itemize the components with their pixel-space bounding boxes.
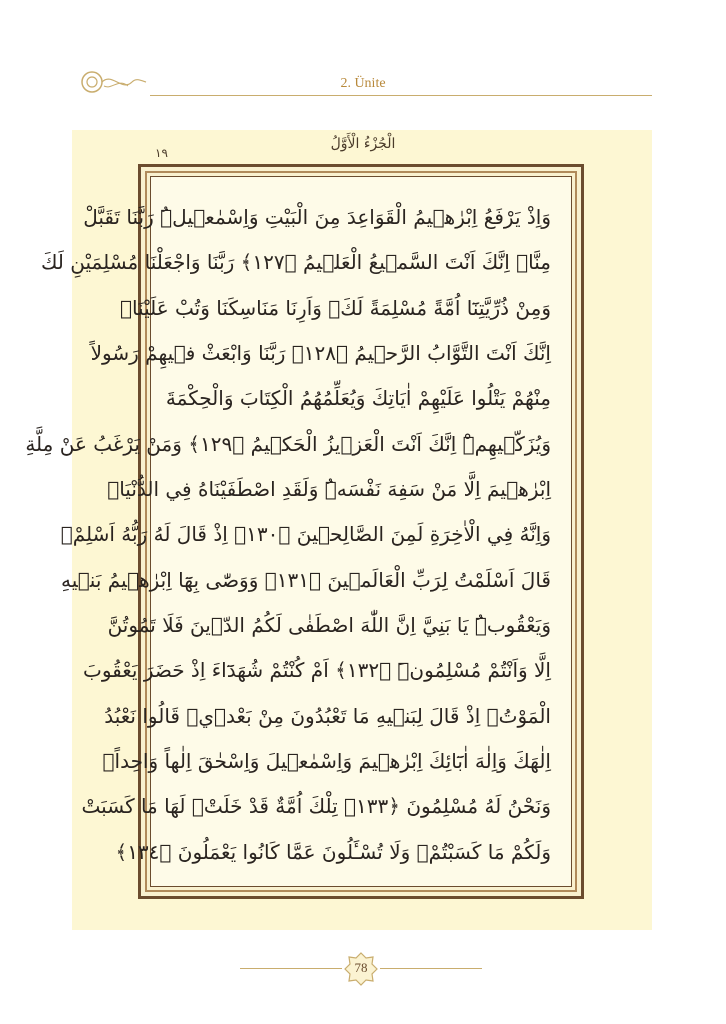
footer-rule-right — [380, 968, 482, 969]
verse-line: وَيُزَكّ۪يهِمْۜ اِنَّكَ اَنْتَ الْعَز۪يزُ الْحَك۪يمُ ﴿١٢٩﴾ وَمَنْ يَرْغَبُ عَنْ مِلَّةِ — [25, 431, 551, 456]
verse-line: الْمَوْتُۙ اِذْ قَالَ لِبَن۪يهِ مَا تَعْبُدُونَ مِنْ بَعْد۪يۜ قَالُوا نَعْبُدُ — [104, 703, 551, 728]
juz-title: الْجُزْءُ الْأَوَّلُ — [330, 136, 396, 152]
verse-line: قَالَ اَسْلَمْتُ لِرَبِّ الْعَالَم۪ينَ ﴿١٣١﴾ وَوَصّٰى بِهَٓا اِبْرٰه۪يمُ بَن۪يهِ — [61, 567, 551, 592]
header-rule — [150, 95, 652, 96]
verse-line: وَيَعْقُوبُۜ يَا بَنِيَّ اِنَّ اللّٰهَ اصْطَفٰى لَكُمُ الدّ۪ينَ فَلَا تَمُوتُنَّ — [107, 613, 551, 638]
verse-line: مِنْهُمْ يَتْلُوا عَلَيْهِمْ اٰيَاتِكَ وَيُعَلِّمُهُمُ الْكِتَابَ وَالْحِكْمَةَ — [165, 386, 551, 411]
verse-line: اِلٰهَكَ وَاِلٰهَ اٰبَٓائِكَ اِبْرٰه۪يمَ وَاِسْمٰع۪يلَ وَاِسْحٰقَ اِلٰهاً وَاحِداًۚ — [102, 749, 551, 774]
page-number: 78 — [354, 960, 368, 975]
verse-line: اِبْرٰه۪يمَ اِلَّا مَنْ سَفِهَ نَفْسَهُۜ وَلَقَدِ اصْطَفَيْنَاهُ فِي الدُّنْيَاۚ — [107, 477, 551, 502]
frame-inner-border — [25, 176, 572, 887]
verse-line: اِنَّكَ اَنْتَ التَّوَّابُ الرَّح۪يمُ ﴿١٢٨﴾ رَبَّنَا وَابْعَثْ ف۪يهِمْ رَسُولاً — [90, 341, 551, 366]
verse-frame — [25, 164, 584, 899]
unit-title: 2. Ünite — [340, 76, 386, 91]
verse-line: وَلَكُمْ مَا كَسَبْتُمْۚ وَلَا تُسْـَٔلُونَ عَمَّا كَانُوا يَعْمَلُونَ ﴿١٣٤﴾ — [115, 839, 551, 864]
verse-line: وَنَحْنُ لَهُ مُسْلِمُونَ ﴿١٣٣﴾ تِلْكَ اُمَّةٌ قَدْ خَلَتْۚ لَهَا مَا كَسَبَتْ — [81, 794, 551, 819]
verse-line: اِلَّا وَاَنْتُمْ مُسْلِمُونَۜ ﴿١٣٢﴾ اَمْ كُنْتُمْ شُهَدَٓاءَ اِذْ حَضَرَ يَعْقُوبَ — [82, 658, 551, 683]
verse-line: وَمِنْ ذُرِّيَّتِنَٓا اُمَّةً مُسْلِمَةً لَكَۖ وَاَرِنَا مَنَاسِكَنَا وَتُبْ عَلَيْنَاۚ — [119, 295, 551, 320]
verse-line: وَاِذْ يَرْفَعُ اِبْرٰه۪يمُ الْقَوَاعِدَ مِنَ الْبَيْتِ وَاِسْمٰع۪يلُۜ رَبَّنَا تَقَبَّلْ — [83, 205, 551, 229]
verse-line: وَاِنَّهُ فِي الْاٰخِرَةِ لَمِنَ الصَّالِح۪ينَ ﴿١٣٠﴾ اِذْ قَالَ لَهُ رَبُّهُ اَسْلِمْۙ — [60, 522, 551, 547]
mushaf-page-number: ١٩ — [155, 146, 168, 160]
verse-line: مِنَّاۜ اِنَّكَ اَنْتَ السَّم۪يعُ الْعَل۪يمُ ﴿١٢٧﴾ رَبَّنَا وَاجْعَلْنَا مُسْلِمَيْنِ لَكَ — [40, 250, 551, 275]
footer-rule-left — [240, 968, 342, 969]
verse-text-block — [25, 197, 551, 872]
